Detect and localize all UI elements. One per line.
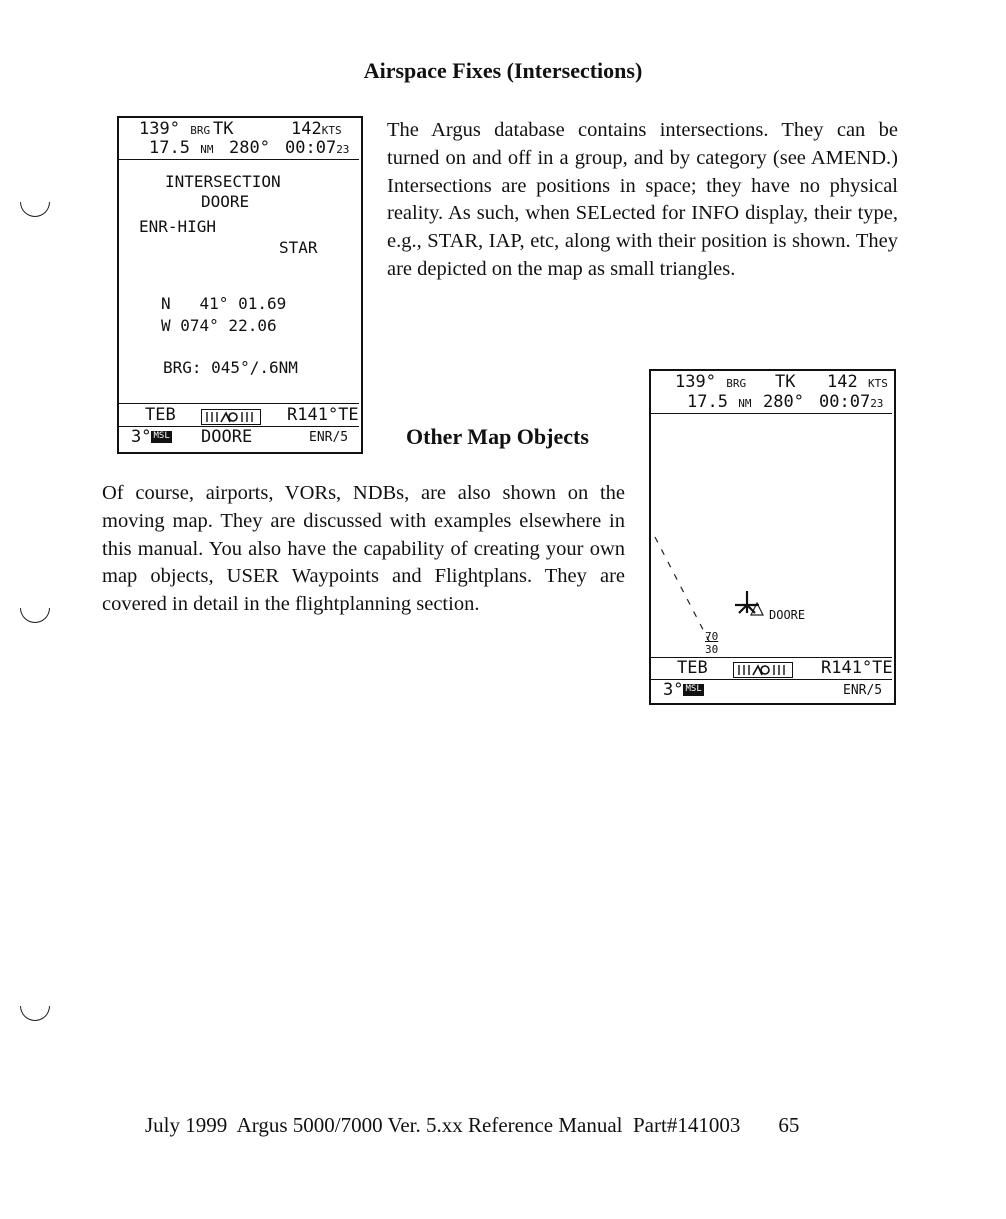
section-title: Airspace Fixes (Intersections) <box>363 58 643 83</box>
course-line <box>655 537 711 645</box>
bearing-label: BRG <box>726 377 747 390</box>
binder-hole-bottom <box>20 1006 50 1021</box>
latitude: N 41° 01.69 <box>161 294 287 313</box>
origin-airport: TEB <box>145 405 176 425</box>
bearing-label: BRG <box>190 124 211 137</box>
info-heading: INTERSECTION <box>165 172 281 191</box>
map-objects-paragraph: Of course, airports, VORs, NDBs, are also shown on the moving map. They are discussed with examples elsewhere in this manual. You also have the capability of creating your own map objects, USER Waypoints and Flightplans. They are covered in detail in the flightplanning section. <box>102 482 625 616</box>
origin-airport: TEB <box>677 658 708 678</box>
radial-readout: R141°TE <box>287 405 359 425</box>
route-category: ENR-HIGH <box>139 217 217 236</box>
longitude: W 074° 22.06 <box>161 316 277 335</box>
msl-badge: MSL <box>685 684 702 695</box>
top-divider <box>651 413 892 414</box>
scale-top: 70 <box>705 630 719 643</box>
bearing-value: 139° <box>675 372 716 392</box>
moving-map-screen <box>649 369 896 705</box>
nav-mode: ENR/5 <box>843 683 883 698</box>
time-seconds: 23 <box>336 143 350 156</box>
msl-badge: MSL <box>153 431 170 442</box>
speed-value: 142 <box>291 119 322 139</box>
track-value: 280° <box>763 392 804 412</box>
active-waypoint: DOORE <box>201 427 253 447</box>
page-footer <box>145 1113 799 1138</box>
course-deviation-graph <box>733 662 793 678</box>
distance-unit: NM <box>738 397 752 410</box>
track-value: 280° <box>229 138 270 158</box>
distance-unit: NM <box>200 143 214 156</box>
speed-unit: KTS <box>321 124 342 137</box>
waypoint-label: DOORE <box>769 608 806 622</box>
nav-mode: ENR/5 <box>309 430 349 445</box>
radial-readout: R141°TE <box>821 658 893 678</box>
binder-hole-top <box>20 202 50 217</box>
intersection-info-screen <box>117 116 363 454</box>
bearing-value: 139° <box>139 119 180 139</box>
distance-value: 17.5 <box>687 392 728 412</box>
intersection-type: STAR <box>279 238 318 257</box>
scale-bottom: 30 <box>705 643 719 656</box>
status-divider <box>651 679 892 680</box>
intersection-name: DOORE <box>201 192 250 211</box>
distance-value: 17.5 <box>149 138 190 158</box>
binder-hole-middle <box>20 608 50 623</box>
track-label: TK <box>213 119 234 139</box>
time-value: 00:07 <box>285 138 337 158</box>
bearing-distance: BRG: 045°/.6NM <box>163 358 298 377</box>
intersections-paragraph: The Argus database contains intersections. They can be turned on and off in a group, and by category (see AMEND.) Intersections are positions in space; they have no physical reality. As such, when SELected for INFO display, their type, e.g., STAR, IAP, etc, along with their position is shown. They are depicted on the map as small triangles. <box>387 119 898 280</box>
course-deviation-graph <box>201 409 261 425</box>
speed-unit: KTS <box>867 377 888 390</box>
top-divider <box>119 159 359 160</box>
bottom-divider <box>119 403 359 404</box>
altitude-digit: 3° <box>663 680 684 700</box>
time-seconds: 23 <box>870 397 884 410</box>
time-value: 00:07 <box>819 392 871 412</box>
track-label: TK <box>775 372 796 392</box>
aircraft-icon <box>735 591 759 613</box>
speed-value: 142 <box>827 372 858 392</box>
other-map-objects-heading: Other Map Objects <box>406 424 589 449</box>
footer-text: July 1999 Argus 5000/7000 Ver. 5.xx Reference Manual Part#141003 <box>145 1113 741 1137</box>
page-number: 65 <box>778 1113 800 1137</box>
altitude-digit: 3° <box>131 427 152 447</box>
